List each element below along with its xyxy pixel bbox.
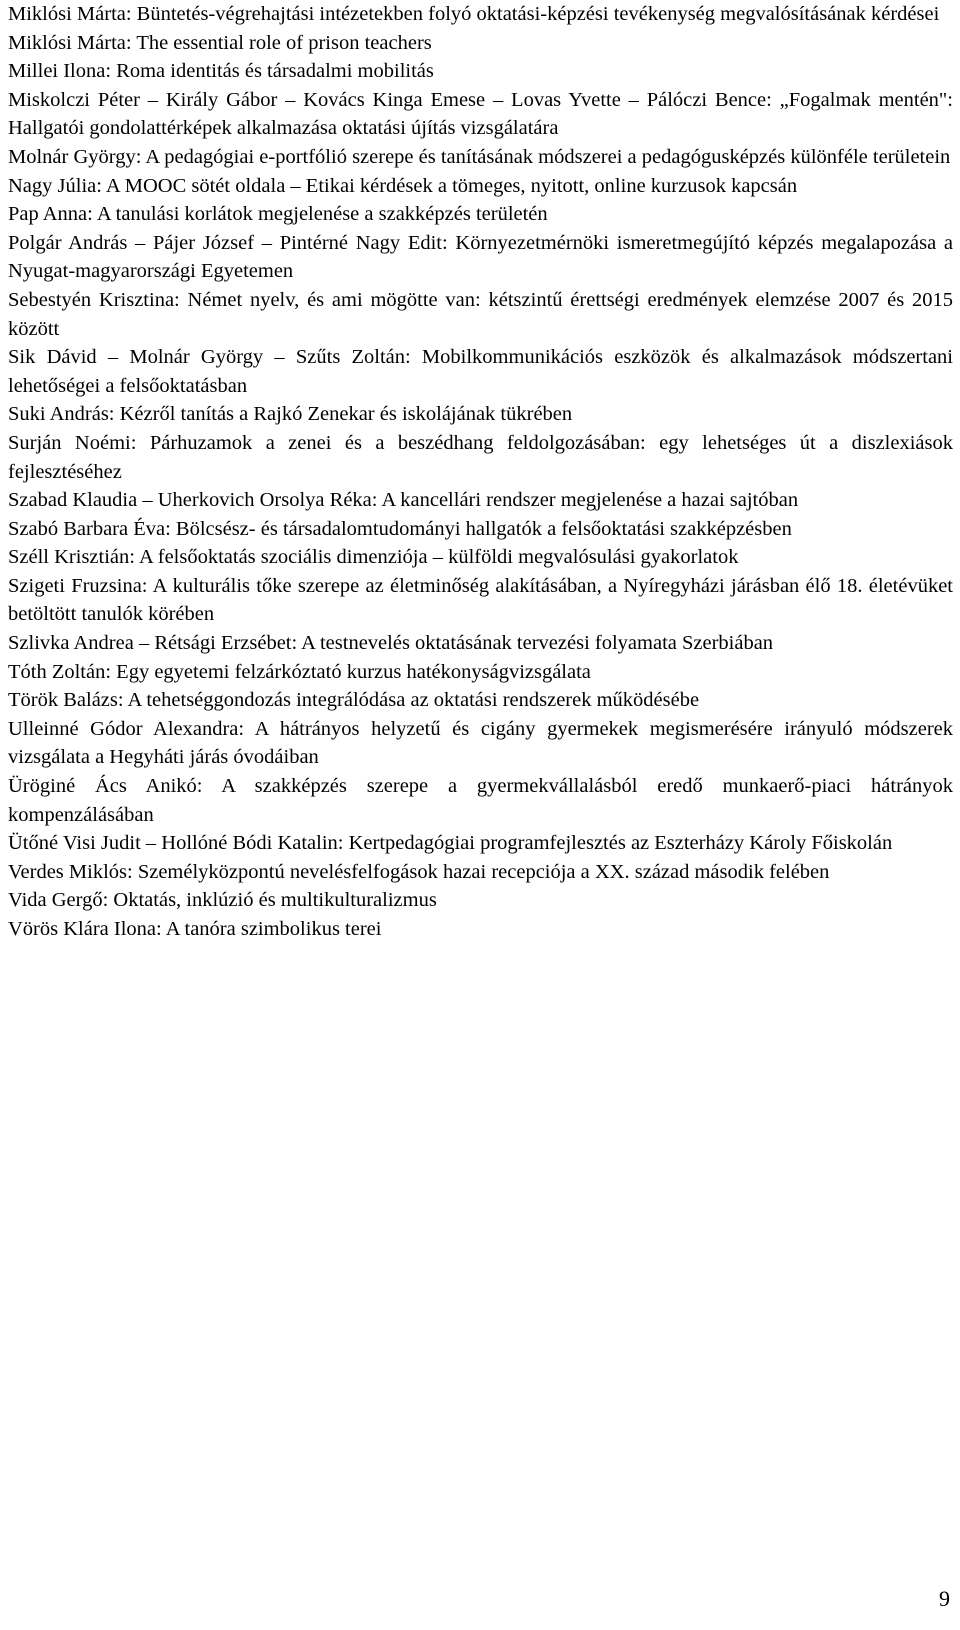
toc-entry-10: Sik Dávid – Molnár György – Szűts Zoltán: Mobilkommunikációs eszközök és alkalmazások módszertani lehetőségei a felsőoktatásban — [8, 346, 953, 397]
toc-entry-12: Surján Noémi: Párhuzamok a zenei és a beszédhang feldolgozásában: egy lehetséges út a diszlexiások fejlesztéséhez — [8, 431, 953, 483]
toc-entry-14: Szabó Barbara Éva: Bölcsész- és társadalomtudományi hallgatók a felsőoktatási szakképzésben — [8, 517, 792, 540]
toc-entry-8: Polgár András – Pájer József – Pintérné Nagy Edit: Környezetmérnöki ismeretmegújító képzés megalapozása a Nyugat-magyarországi Egyetemen — [8, 231, 953, 283]
toc-entry-20: Ulleinné Gódor Alexandra: A hátrányos helyzetű és cigány gyermekek megismerésére irányuló módszerek vizsgálata a Hegyháti járás óvodáiban — [8, 717, 953, 769]
toc-entry-24: Vida Gergő: Oktatás, inklúzió és multikulturalizmus — [8, 889, 437, 912]
toc-entry-22: Ütőné Visi Judit – Hollóné Bódi Katalin: Kertpedagógiai programfejlesztés az Eszterházy Károly Főiskolán — [8, 832, 893, 855]
toc-entry-18: Tóth Zoltán: Egy egyetemi felzárkóztató kurzus hatékonyságvizsgálata — [8, 660, 591, 683]
toc-entry-15: Széll Krisztián: A felsőoktatás szociális dimenziója – külföldi megvalósulási gyakorlatok — [8, 546, 739, 569]
toc-entry-5: Molnár György: A pedagógiai e-portfólió szerepe és tanításának módszerei a pedagógusképzés különféle területein — [8, 145, 951, 168]
toc-entry-7: Pap Anna: A tanulási korlátok megjelenése a szakképzés területén — [8, 203, 548, 226]
toc-entry-21: Üröginé Ács Anikó: A szakképzés szerepe a gyermekvállalásból eredő munkaerő-piaci hátrányok kompenzálásában — [8, 775, 953, 826]
toc-entry-23: Verdes Miklós: Személyközpontú nevelésfelfogások hazai recepciója a XX. század második felében — [8, 860, 830, 883]
toc-entry-25: Vörös Klára Ilona: A tanóra szimbolikus terei — [8, 918, 382, 940]
toc-entry-11: Suki András: Kézről tanítás a Rajkó Zenekar és iskolájának tükrében — [8, 403, 573, 426]
toc-entry-16: Szigeti Fruzsina: A kulturális tőke szerepe az életminőség alakításában, a Nyíregyházi járásban élő 18. életévüket betöltött tanulók körében — [8, 574, 953, 626]
toc-entry-9: Sebestyén Krisztina: Német nyelv, és ami mögötte van: kétszintű érettségi eredmények elemzése 2007 és 2015 között — [8, 288, 953, 340]
toc-entry-17: Szlivka Andrea – Rétsági Erzsébet: A testnevelés oktatásának tervezési folyamata Szerbiában — [8, 632, 774, 655]
toc-entry-3: Millei Ilona: Roma identitás és társadalmi mobilitás — [8, 60, 434, 83]
toc-entry-13: Szabad Klaudia – Uherkovich Orsolya Réka: A kancellári rendszer megjelenése a hazai sajtóban — [8, 489, 799, 512]
toc-entry-1: Miklósi Márta: Büntetés-végrehajtási intézetekben folyó oktatási-képzési tevékenység megvalósításának kérdései — [8, 3, 940, 25]
toc-entry-19: Török Balázs: A tehetséggondozás integrálódása az oktatási rendszerek működésébe — [8, 689, 700, 712]
toc-entry-2: Miklósi Márta: The essential role of prison teachers — [8, 31, 432, 54]
document-page — [8, 0, 953, 944]
toc-entry-6: Nagy Júlia: A MOOC sötét oldala – Etikai kérdések a tömeges, nyitott, online kurzusok kapcsán — [8, 174, 798, 197]
page-number: 9 — [939, 1586, 950, 1611]
toc-entry-4: Miskolczi Péter – Király Gábor – Kovács Kinga Emese – Lovas Yvette – Pálóczi Bence: „Fogalmak mentén": Hallgatói gondolattérképek alkalmazása oktatási újítás vizsgálatára — [8, 88, 953, 140]
